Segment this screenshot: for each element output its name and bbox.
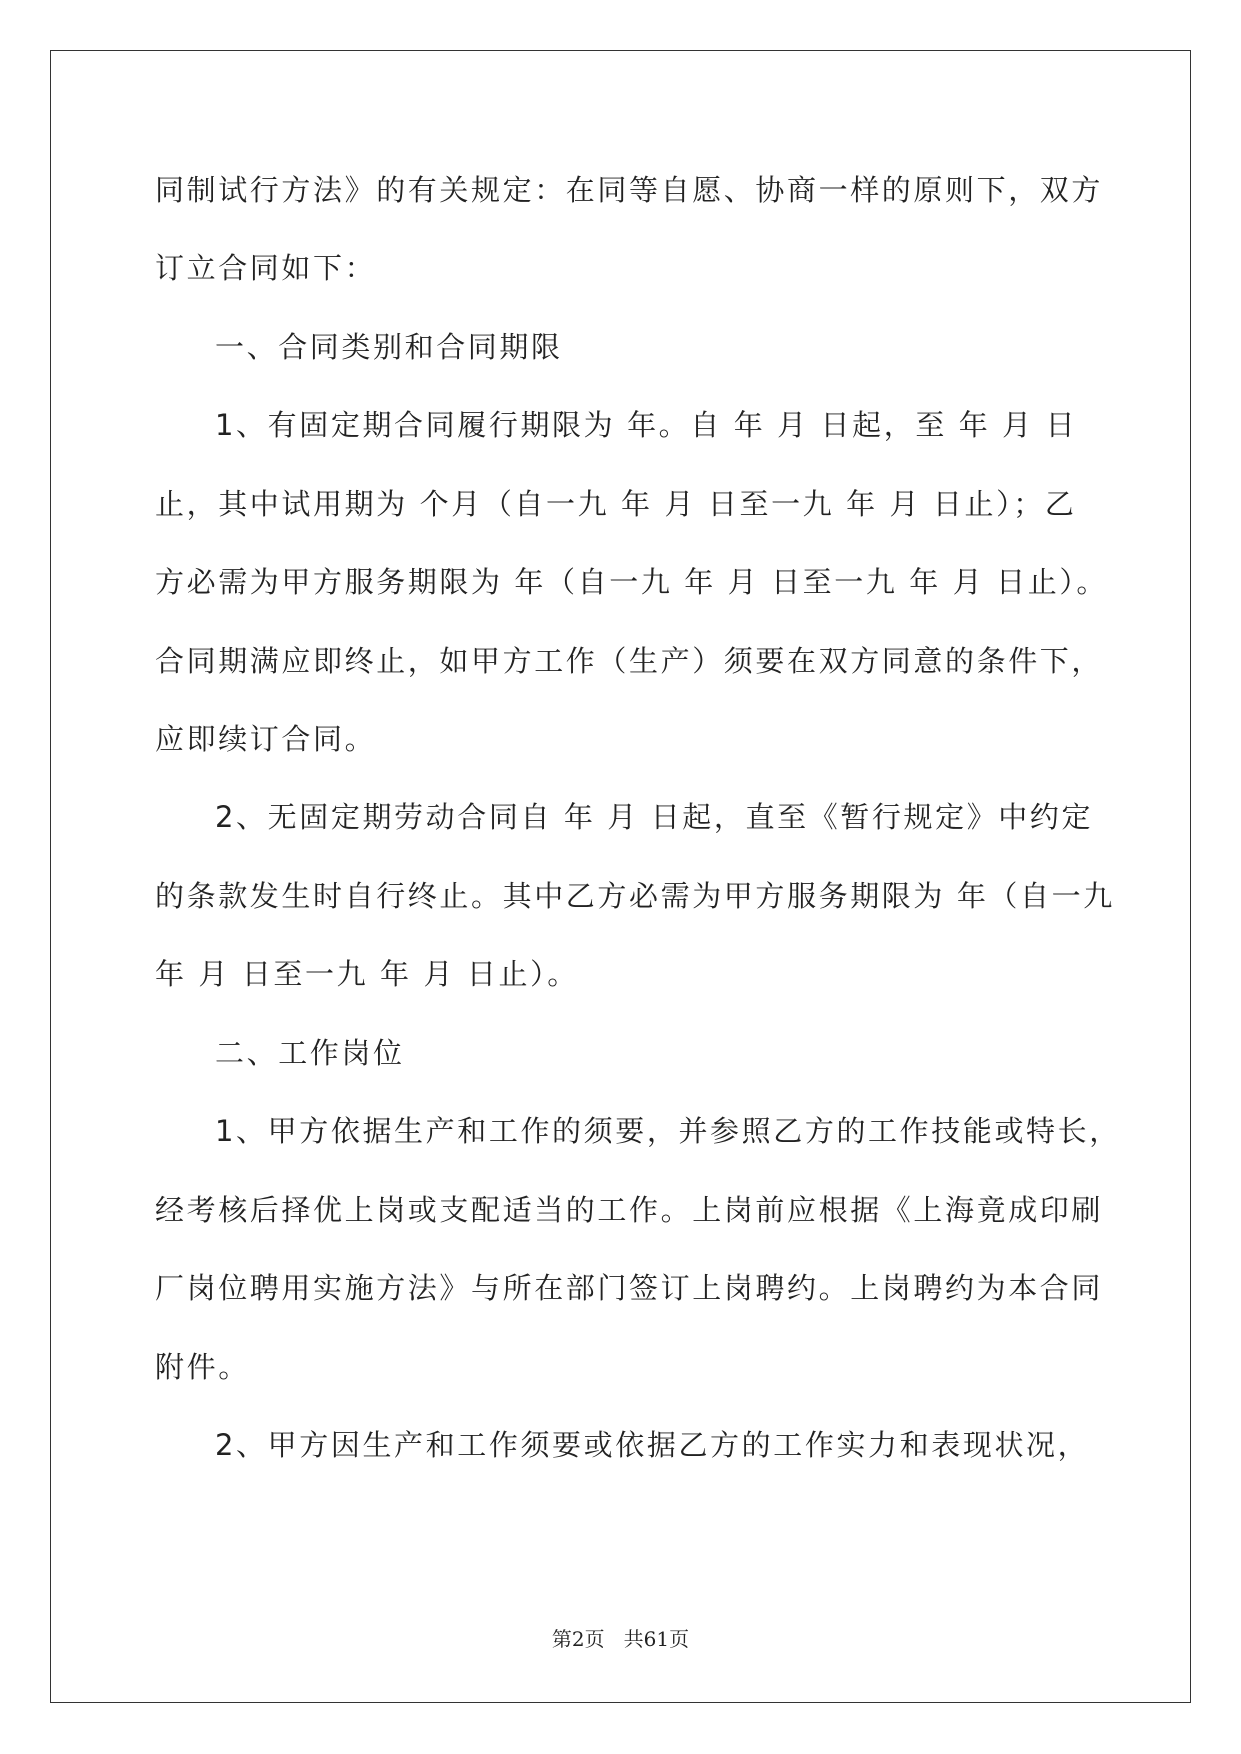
text-line: 2、甲方因生产和工作须要或依据乙方的工作实力和表现状况， (215, 1428, 1090, 1462)
text-line: 同制试行方法》的有关规定：在同等自愿、协商一样的原则下，双方 (155, 173, 1104, 207)
text-line: 厂岗位聘用实施方法》与所在部门签订上岗聘约。上岗聘约为本合同 (155, 1271, 1104, 1305)
text-line: 附件。 (155, 1350, 250, 1384)
section-heading-contract-type: 一、合同类别和合同期限 (215, 330, 563, 364)
page-number: 第2页 共61页 (551, 1627, 690, 1651)
text-line: 订立合同如下： (155, 251, 377, 285)
text-line: 方必需为甲方服务期限为 年（自一九 年 月 日至一九 年 月 日止）。 (155, 565, 1109, 599)
text-line: 经考核后择优上岗或支配适当的工作。上岗前应根据《上海竟成印刷 (155, 1193, 1104, 1227)
text-line: 1、甲方依据生产和工作的须要，并参照乙方的工作技能或特长， (215, 1114, 1121, 1148)
text-line: 年 月 日至一九 年 月 日止）。 (155, 957, 579, 991)
text-line: 止，其中试用期为 个月（自一九 年 月 日至一九 年 月 日止）；乙 (155, 487, 1077, 521)
text-line: 的条款发生时自行终止。其中乙方必需为甲方服务期限为 年（自一九 (155, 879, 1115, 913)
text-line: 2、无固定期劳动合同自 年 月 日起，直至《暂行规定》中约定 (215, 800, 1094, 834)
section-heading-work-position: 二、工作岗位 (215, 1036, 405, 1070)
text-line: 合同期满应即终止，如甲方工作（生产）须要在双方同意的条件下， (155, 644, 1104, 678)
text-line: 应即续订合同。 (155, 722, 377, 756)
text-line: 1、有固定期合同履行期限为 年。自 年 月 日起，至 年 月 日 (215, 408, 1078, 442)
